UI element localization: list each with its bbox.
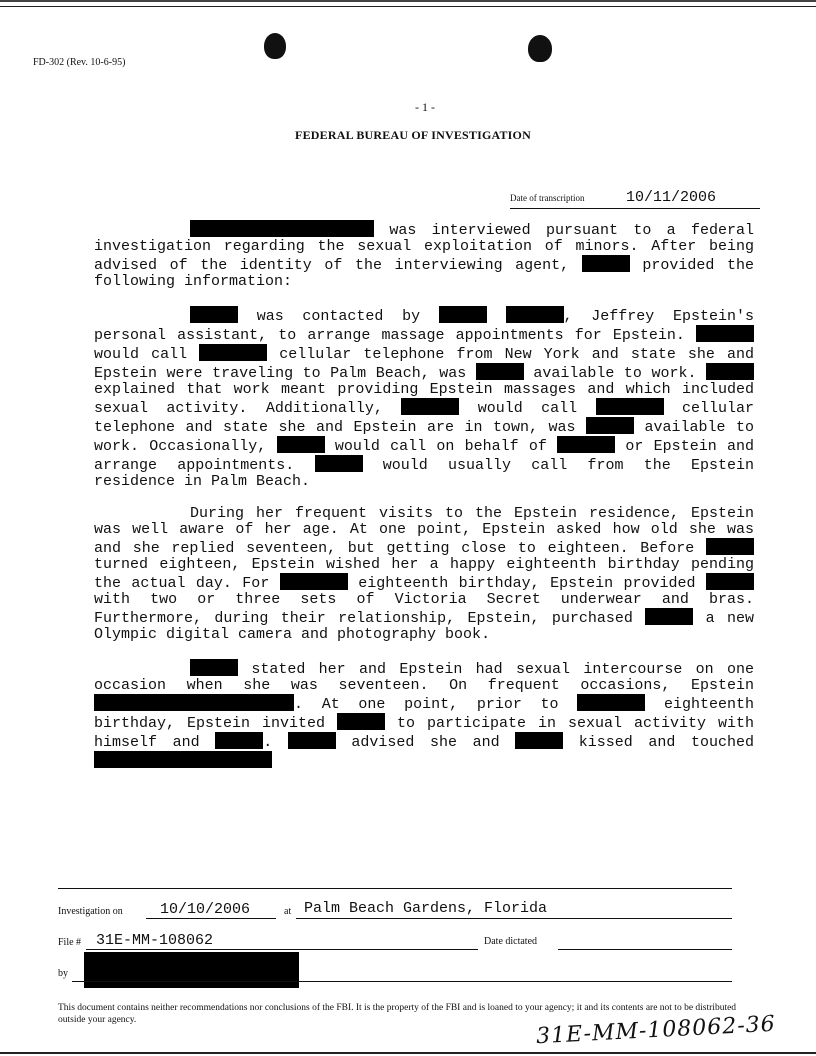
- redaction: [199, 344, 267, 361]
- redaction: [190, 659, 238, 676]
- paragraph-3: During her frequent visits to the Epstein residence, Epstein was well aware of her age. At one point, Epstein asked how old she was and she replied seventeen, but getting close to eighteen. Before turned eighteen, Epstein wished her a happy eighteenth birthday pending the actual day. For eighteenth birthday, Epstein provided with two or three sets of Victoria Secret underwear and bras. Furthermore, during their relationship, Epstein, purchased a new Olympic digital camera and photography book.: [94, 505, 754, 643]
- redaction: [645, 608, 693, 625]
- redaction: [515, 732, 563, 749]
- page-number: - 1 -: [415, 100, 435, 114]
- investigation-on-label: Investigation on: [58, 906, 123, 917]
- transcription-label: Date of transcription: [510, 193, 585, 203]
- redaction: [577, 694, 645, 711]
- date-dictated-label: Date dictated: [484, 936, 538, 947]
- paragraph-1: was interviewed pursuant to a federal investigation regarding the sexual exploitation of minors. After being advised of the identity of the interviewing agent, provided the following information:: [94, 222, 754, 290]
- investigation-on-value: 10/10/2006: [160, 901, 251, 918]
- agent-redaction: [84, 952, 299, 988]
- scan-edge-line: [0, 6, 816, 7]
- punch-hole-left-icon: [264, 33, 286, 59]
- paragraph-2: was contacted by , Jeffrey Epstein's personal assistant, to arrange massage appointments for Epstein. would call cellular telephone from New York and state she and Epstein were traveling to Palm Beach, was available to work. explained that work meant providing Epstein massages and which included sexual activity. Additionally, would call cellular telephone and state she and Epstein are in town, was available to work. Occasionally, would call on behalf of or Epstein and arrange appointments. would usually call from the Epstein residence in Palm Beach.: [94, 308, 755, 490]
- file-label: File #: [58, 937, 82, 948]
- by-line: [72, 981, 732, 982]
- redaction: [401, 398, 459, 415]
- location-value: Palm Beach Gardens, Florida: [304, 900, 548, 917]
- transcription-date: [510, 190, 760, 209]
- disclaimer-notice: This document contains neither recommendations nor conclusions of the FBI. It is the property of the FBI and is loaned to your agency; it and its contents are not to be distributed outside your agency.: [58, 1003, 737, 1025]
- redaction: [506, 306, 564, 323]
- redaction: [315, 455, 363, 472]
- redaction: [94, 751, 272, 768]
- redaction: [476, 363, 524, 380]
- file-value: 31E-MM-108062: [96, 932, 214, 949]
- document-body: [94, 220, 754, 786]
- redaction: [94, 694, 294, 711]
- paragraph-4: stated her and Epstein had sexual intercourse on one occasion when she was seventeen. On frequent occasions, Epstein . At one point, prior to eighteenth birthday, Epstein invited to participate in sexual activity with himself and . advised she and kissed and touched: [94, 659, 754, 770]
- redaction: [596, 398, 664, 415]
- redaction: [706, 538, 754, 555]
- redaction: [586, 417, 634, 434]
- redaction: [696, 325, 754, 342]
- handwritten-file-number: 31E-MM-108062-36: [535, 1011, 777, 1050]
- redaction: [280, 573, 348, 590]
- investigation-date-line: [146, 918, 276, 919]
- redaction: [582, 255, 630, 272]
- punch-hole-right-icon: [528, 35, 552, 62]
- redaction: [288, 732, 336, 749]
- redaction: [190, 306, 238, 323]
- redaction: [337, 713, 385, 730]
- transcription-value: 10/11/2006: [626, 189, 717, 206]
- file-line: [86, 949, 478, 950]
- redaction: [277, 436, 325, 453]
- redaction: [706, 363, 754, 380]
- redaction: [190, 220, 374, 237]
- scan-edge-top: [0, 0, 816, 2]
- redaction: [215, 732, 263, 749]
- form-id: FD-302 (Rev. 10-6-95): [33, 57, 126, 68]
- agency-title: FEDERAL BUREAU OF INVESTIGATION: [295, 128, 531, 142]
- by-label: by: [58, 968, 68, 979]
- location-line: [296, 918, 732, 919]
- redaction: [439, 306, 487, 323]
- date-dictated-line: [558, 949, 732, 950]
- redaction: [706, 573, 754, 590]
- scan-edge-bottom: [0, 1052, 816, 1054]
- redaction: [557, 436, 615, 453]
- at-label: at: [284, 906, 292, 917]
- footer-top-rule: [58, 888, 732, 889]
